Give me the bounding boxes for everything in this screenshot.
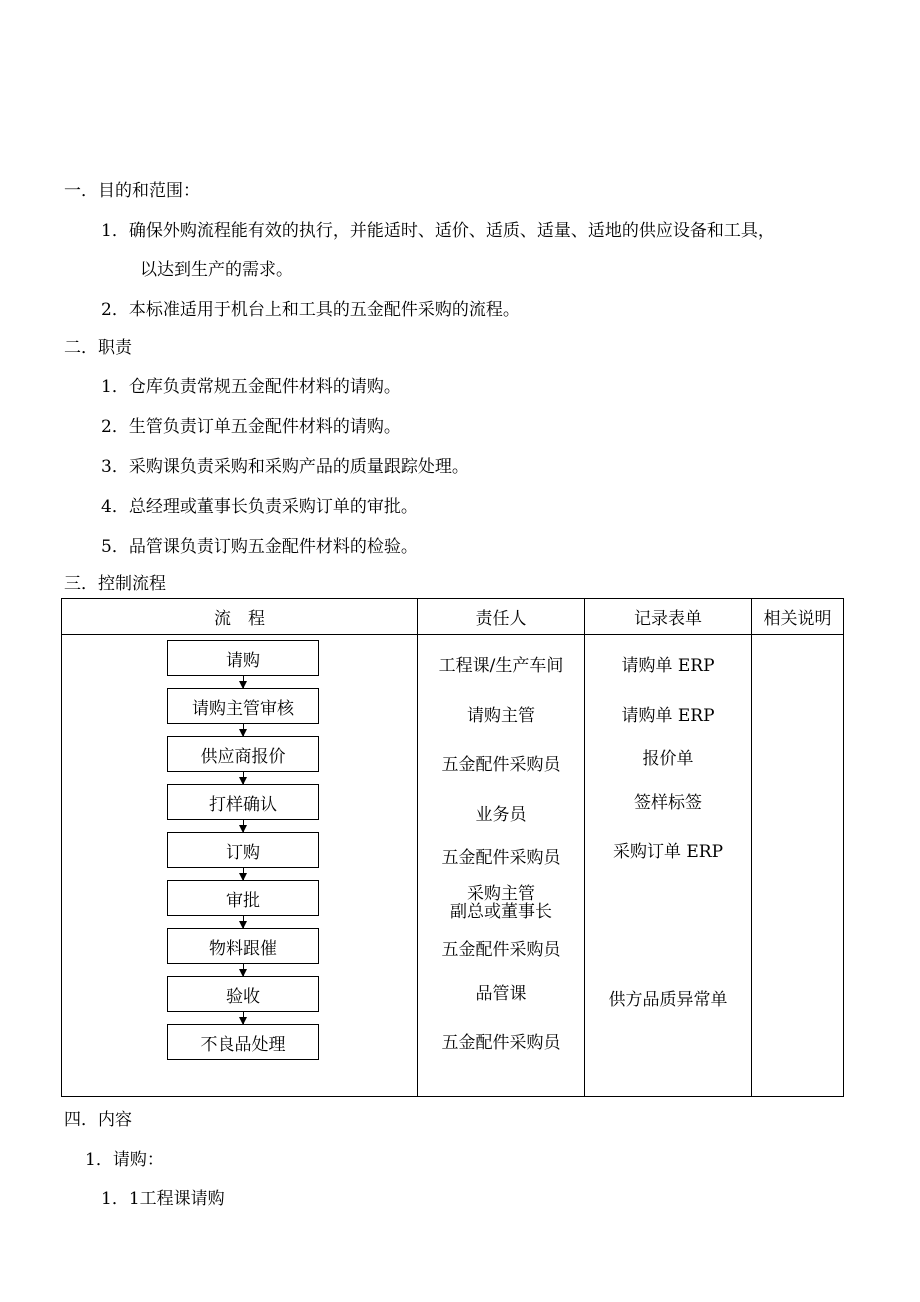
responsible-entry: 五金配件采购员	[441, 940, 561, 960]
section-4-heading: 四．内容	[64, 1110, 132, 1130]
section-1-item-1-cont: 以达到生产的需求。	[140, 260, 293, 280]
responsible-entry: 副总或董事长	[450, 902, 552, 922]
record-entry: 请购单 ERP	[621, 706, 715, 726]
record-entry: 请购单 ERP	[621, 656, 715, 676]
flow-step-box: 供应商报价	[167, 736, 319, 772]
record-entry: 签样标签	[634, 793, 702, 813]
record-entry: 采购订单 ERP	[612, 842, 724, 862]
responsible-entry: 五金配件采购员	[441, 755, 561, 775]
section-4-sub-1: 1．请购：	[85, 1150, 164, 1170]
flow-step-box: 请购	[167, 640, 319, 676]
section-3-heading: 三．控制流程	[64, 574, 166, 594]
section-2-item: 1．仓库负责常规五金配件材料的请购。	[101, 377, 401, 397]
flow-step-box: 请购主管审核	[167, 688, 319, 724]
responsible-entry: 业务员	[475, 805, 527, 825]
section-2-item: 5．品管课负责订购五金配件材料的检验。	[101, 537, 418, 557]
responsible-cell	[418, 635, 585, 1097]
section-2-heading: 二．职责	[64, 338, 132, 358]
records-cell	[585, 635, 752, 1097]
flow-arrow	[243, 964, 244, 976]
flow-step-box: 订购	[167, 832, 319, 868]
section-1-item-2: 2．本标准适用于机台上和工具的五金配件采购的流程。	[101, 300, 520, 320]
flow-arrow	[243, 916, 244, 928]
control-flow-table	[61, 598, 844, 1097]
flow-arrow	[243, 820, 244, 832]
responsible-entry: 品管课	[475, 984, 527, 1004]
record-entry: 供方品质异常单	[608, 990, 728, 1010]
header-responsible: 责任人	[418, 599, 585, 635]
flow-step-box: 审批	[167, 880, 319, 916]
header-notes: 相关说明	[752, 599, 844, 635]
records-list	[585, 635, 751, 1096]
flow-step-box: 物料跟催	[167, 928, 319, 964]
header-flow: 流 程	[62, 599, 418, 635]
notes-cell	[752, 635, 844, 1097]
flow-step-box: 不良品处理	[167, 1024, 319, 1060]
responsible-entry: 采购主管	[467, 884, 535, 904]
section-4-sub-1-1: 1．1工程课请购	[101, 1189, 225, 1209]
responsible-list	[418, 635, 584, 1096]
table-body-row	[62, 635, 844, 1097]
responsible-entry: 工程课/生产车间	[438, 656, 564, 676]
flow-arrow	[243, 676, 244, 688]
flowchart	[62, 635, 417, 1096]
flow-step-box: 验收	[167, 976, 319, 1012]
flow-arrow	[243, 868, 244, 880]
responsible-entry: 五金配件采购员	[441, 848, 561, 868]
record-entry: 报价单	[642, 749, 694, 769]
flow-arrow	[243, 724, 244, 736]
flow-step-box: 打样确认	[167, 784, 319, 820]
flow-arrow	[243, 1012, 244, 1024]
responsible-entry: 请购主管	[467, 706, 535, 726]
section-1-item-1: 1．确保外购流程能有效的执行，并能适时、适价、适质、适量、适地的供应设备和工具，	[101, 221, 775, 241]
section-2-item: 2．生管负责订单五金配件材料的请购。	[101, 417, 401, 437]
responsible-entry: 五金配件采购员	[441, 1033, 561, 1053]
flowchart-cell	[62, 635, 418, 1097]
flow-arrow	[243, 772, 244, 784]
section-1-heading: 一．目的和范围：	[64, 181, 200, 201]
header-records: 记录表单	[585, 599, 752, 635]
section-2-item: 4．总经理或董事长负责采购订单的审批。	[101, 497, 418, 517]
table-header-row	[62, 599, 844, 635]
section-2-item: 3．采购课负责采购和采购产品的质量跟踪处理。	[101, 457, 469, 477]
